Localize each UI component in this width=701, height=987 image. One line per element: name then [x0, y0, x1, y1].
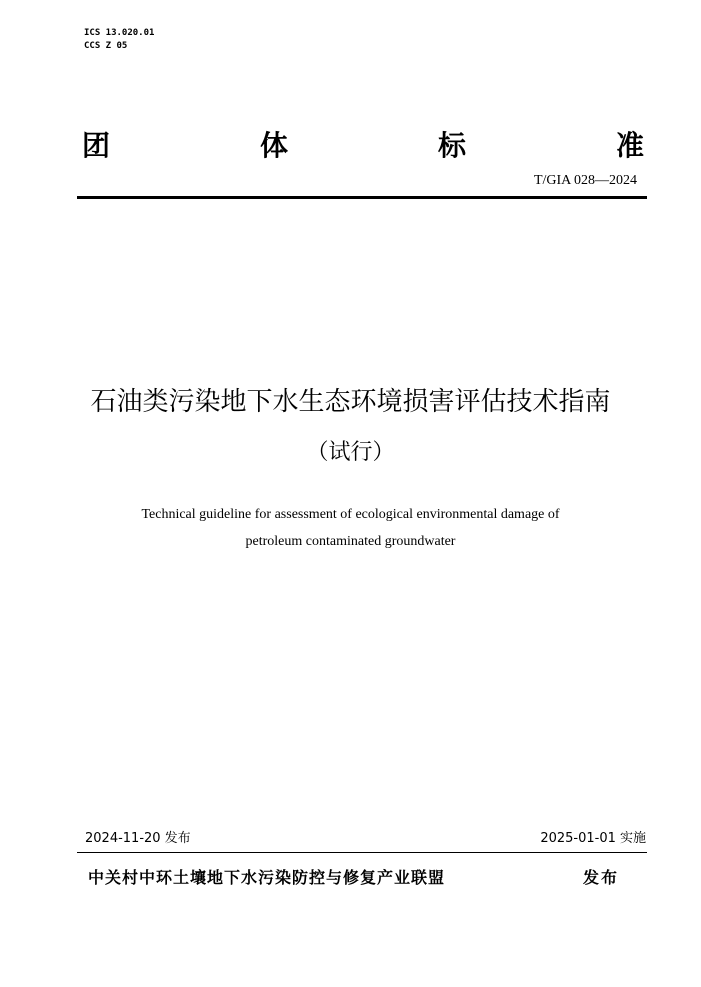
issue-date: 2024-11-20 发布 [85, 831, 191, 846]
standard-type-char: 标 [437, 129, 466, 162]
standard-type-heading [82, 124, 644, 164]
document-title-trial: （试行） [306, 440, 395, 465]
document-title-cn: 石油类污染地下水生态环境损害评估技术指南 [90, 387, 611, 417]
standard-type-char: 团 [82, 129, 111, 162]
bottom-divider [77, 852, 647, 853]
publish-label: 发布 [583, 868, 620, 887]
publisher-name: 中关村中环土壤地下水污染防控与修复产业联盟 [88, 868, 446, 887]
document-title-en [0, 501, 701, 555]
standard-type-char: 准 [615, 129, 644, 162]
implementation-date: 2025-01-01 实施 [540, 831, 646, 846]
ics-code: ICS 13.020.01 [84, 28, 155, 38]
classification-codes [84, 27, 154, 53]
top-divider [77, 196, 647, 199]
standard-type-char: 体 [259, 129, 288, 162]
ccs-code: CCS Z 05 [84, 41, 128, 51]
title-en-line: Technical guideline for assessment of ecological environmental damage of [141, 507, 560, 522]
standard-number: T/GIA 028—2024 [533, 173, 637, 188]
title-en-line: petroleum contaminated groundwater [245, 534, 456, 549]
